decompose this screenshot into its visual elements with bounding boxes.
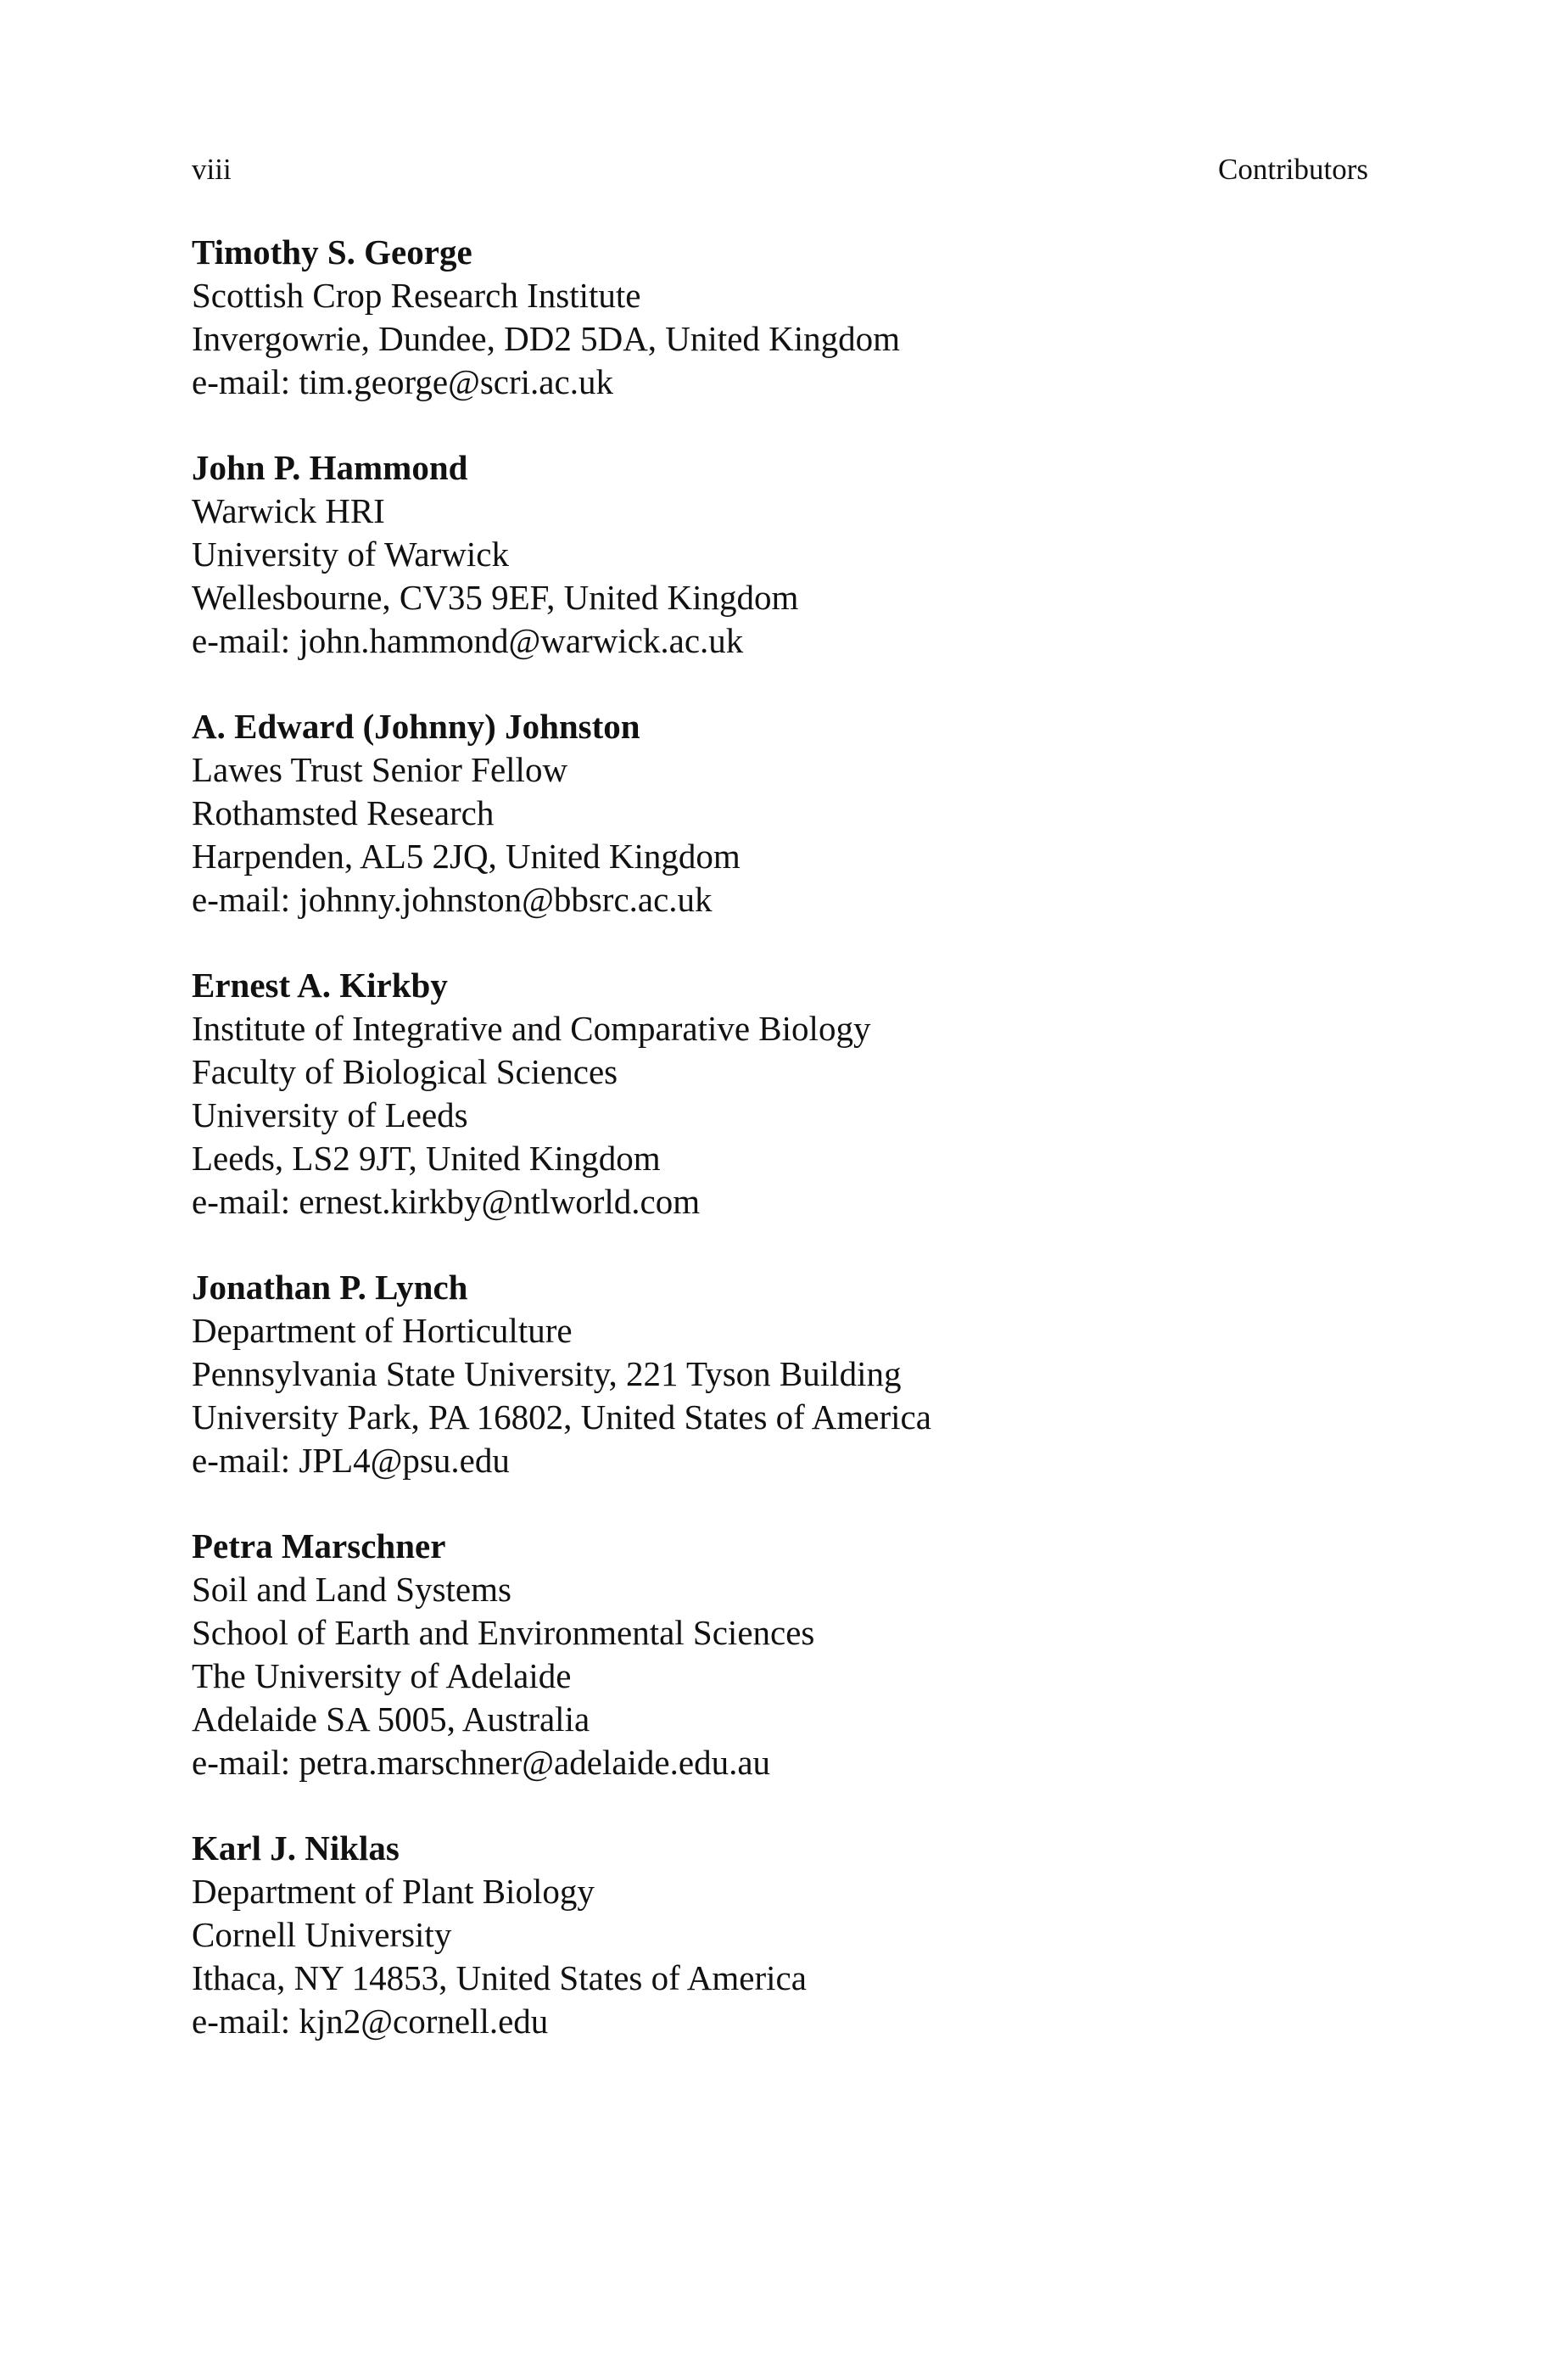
contributor-email: e-mail: petra.marschner@adelaide.edu.au bbox=[192, 1743, 771, 1782]
contributor-entry bbox=[192, 446, 1362, 663]
contributor-email: e-mail: kjn2@cornell.edu bbox=[192, 2002, 549, 2041]
contributor-affiliation: Soil and Land Systems bbox=[192, 1570, 511, 1609]
contributor-address: Adelaide SA 5005, Australia bbox=[192, 1700, 590, 1739]
contributor-name: Karl J. Niklas bbox=[192, 1828, 400, 1868]
contributor-entry bbox=[192, 231, 1362, 404]
contributor-address: Ithaca, NY 14853, United States of America bbox=[192, 1958, 807, 1997]
contributor-affiliation: Department of Horticulture bbox=[192, 1311, 573, 1350]
contributor-name: Timothy S. George bbox=[192, 232, 472, 272]
contributor-affiliation: Faculty of Biological Sciences bbox=[192, 1052, 618, 1091]
contributor-email: e-mail: ernest.kirkby@ntlworld.com bbox=[192, 1182, 701, 1221]
contributor-entry bbox=[192, 705, 1362, 921]
contributor-affiliation: Rothamsted Research bbox=[192, 793, 495, 832]
contributor-affiliation: Department of Plant Biology bbox=[192, 1872, 595, 1911]
contributor-affiliation: University of Warwick bbox=[192, 535, 509, 574]
contributor-address: Wellesbourne, CV35 9EF, United Kingdom bbox=[192, 578, 799, 617]
contributor-name: A. Edward (Johnny) Johnston bbox=[192, 707, 640, 746]
running-title: Contributors bbox=[1218, 153, 1368, 186]
contributor-entry bbox=[192, 1525, 1362, 1784]
contributor-affiliation: Warwick HRI bbox=[192, 491, 385, 530]
contributor-affiliation: Scottish Crop Research Institute bbox=[192, 276, 641, 315]
contributor-entry bbox=[192, 964, 1362, 1224]
contributor-name: John P. Hammond bbox=[192, 448, 468, 487]
contributor-affiliation: School of Earth and Environmental Sciences bbox=[192, 1613, 815, 1652]
contributor-email: e-mail: JPL4@psu.edu bbox=[192, 1441, 510, 1480]
contributor-name: Jonathan P. Lynch bbox=[192, 1268, 468, 1307]
contributor-address: Harpenden, AL5 2JQ, United Kingdom bbox=[192, 837, 741, 876]
contributor-email: e-mail: johnny.johnston@bbsrc.ac.uk bbox=[192, 880, 713, 919]
contributor-entry bbox=[192, 1266, 1362, 1482]
contributor-entry bbox=[192, 1827, 1362, 2043]
contributor-affiliation: Cornell University bbox=[192, 1915, 452, 1954]
contributor-address: Leeds, LS2 9JT, United Kingdom bbox=[192, 1139, 661, 1178]
contributor-affiliation: Institute of Integrative and Comparative Biology bbox=[192, 1009, 871, 1048]
contributor-email: e-mail: john.hammond@warwick.ac.uk bbox=[192, 621, 744, 660]
contributor-name: Ernest A. Kirkby bbox=[192, 966, 448, 1005]
contributor-address: University Park, PA 16802, United States of America bbox=[192, 1397, 931, 1436]
contributors-list bbox=[192, 231, 1362, 2086]
contributor-name: Petra Marschner bbox=[192, 1526, 446, 1565]
page-header bbox=[192, 151, 1368, 188]
page-number: viii bbox=[192, 153, 232, 186]
contributor-email: e-mail: tim.george@scri.ac.uk bbox=[192, 362, 613, 401]
contributor-affiliation: The University of Adelaide bbox=[192, 1656, 572, 1695]
contributor-address: Invergowrie, Dundee, DD2 5DA, United Kingdom bbox=[192, 319, 901, 358]
contributor-affiliation: Pennsylvania State University, 221 Tyson Building bbox=[192, 1354, 902, 1393]
contributor-title: Lawes Trust Senior Fellow bbox=[192, 750, 568, 789]
contributor-affiliation: University of Leeds bbox=[192, 1095, 468, 1134]
